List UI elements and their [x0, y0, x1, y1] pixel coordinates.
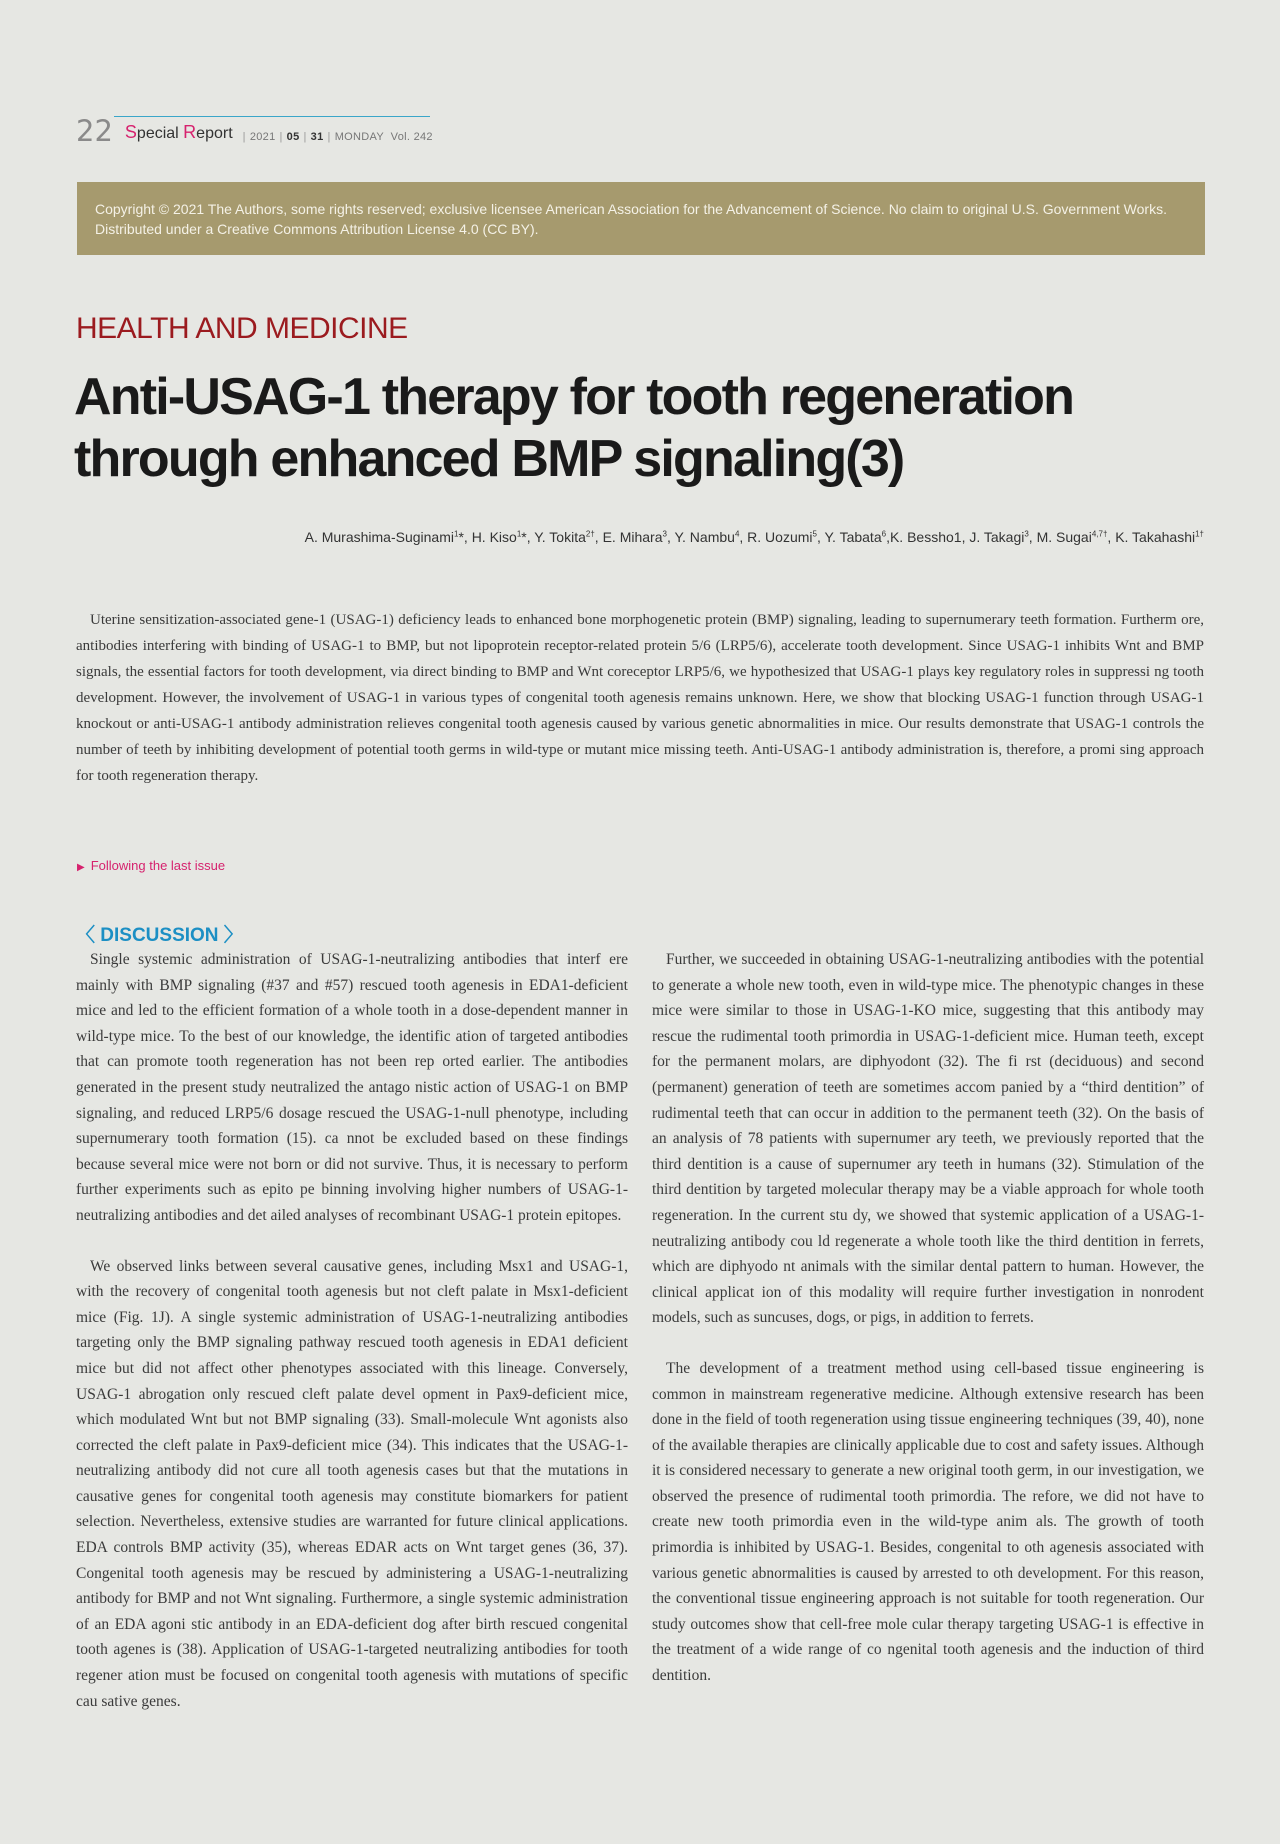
triangle-right-icon: ▶ — [77, 862, 85, 873]
author-separator: *, — [521, 529, 535, 545]
issue-meta: | 2021 | 05 | 31 | MONDAY Vol. 242 — [242, 131, 433, 143]
author-name: Y. Tabata — [824, 529, 882, 545]
author-list — [305, 529, 1204, 545]
discussion-heading: 〈 DISCUSSION 〉 — [76, 925, 243, 946]
author-affiliation: 3 — [662, 529, 667, 539]
author-separator: , — [594, 529, 603, 545]
paragraph: Single systemic administration of USAG-1-neutralizing antibodies that interf ere mainly with BMP signaling (#37 and #57) rescued tooth agenesis in EDA1-deficient mice and led to the efficient formation of a whole tooth in a dose-dependent manner in wild-type mice. To the best of our knowledge, the identific ation of targeted antibodies that can promote tooth regeneration has not been rep orted earlier. The antibodies generated in the present study neutralized the antago nistic action of USAG-1 on BMP signaling, and reduced LRP5/6 dosage rescued the USAG-1-null phenotype, including supernumerary tooth formation (15). ca nnot be excluded based on these findings because several mice were not born or did not survive. Thus, it is necessary to perform further experiments such as epito pe binning involving higher numbers of USAG-1-neutralizing antibodies and det ailed analyses of recombinant USAG-1 protein epitopes. — [76, 951, 628, 1224]
author-separator: , — [1107, 529, 1116, 545]
issue-year: 2021 — [249, 131, 276, 143]
author-affiliation: 3 — [1024, 529, 1029, 539]
author-separator: , — [816, 529, 825, 545]
author-affiliation: 2† — [585, 529, 595, 539]
paragraph: The development of a treatment method using cell-based tissue engineering is common in mainstream regenerative medicine. Although extensive research has been done in the field of tooth regeneration using tissue engineering techniques (39, 40), none of the available therapies are clinically applicable due to cost and safety issues. Although it is considered necessary to generate a new original tooth germ, in our investigation, we observed the presence of rudimental tooth primordia. The refore, we did not have to create new tooth primordia even in the wild-type anim als. The growth of tooth primordia is inhibited by USAG-1. Besides, congenital to oth agenesis associated with various genetic abnormalities is caused by arrested to oth development. For this reason, the conventional tissue engineering approach is not suitable for tooth regeneration. Our study outcomes show that cell-free mole cular therapy targeting USAG-1 is effective in the treatment of a wide range of co ngenital tooth agenesis and the induction of third dentition. — [652, 1359, 1204, 1685]
abstract: Uterine sensitization-associated gene-1 (USAG-1) deficiency leads to enhanced bone morphogenetic protein (BMP) signaling, leading to supernumerary teeth formation. Furtherm ore, antibodies interfering with binding of USAG-1 to BMP, but not lipoprotein receptor-related protein 5/6 (LRP5/6), accelerate tooth development. Since USAG-1 inhibits Wnt and BMP signals, the essential factors for tooth development, via direct binding to BMP and Wnt coreceptor LRP5/6, we hypothesized that USAG-1 plays key regulatory roles in suppressi ng tooth development. However, the involvement of USAG-1 in various types of congenital tooth agenesis remains unknown. Here, we show that blocking USAG-1 function through USAG-1 knockout or anti-USAG-1 antibody administration relieves congenital tooth agenesis caused by various genetic abnormalities in mice. Our results demonstrate that USAG-1 controls the number of teeth by inhibiting development of potential tooth germs in wild-type or mutant mice missing teeth. Anti-USAG-1 antibody administration is, therefore, a promi sing approach for tooth regeneration therapy. — [76, 612, 1204, 784]
author-separator: , — [666, 529, 675, 545]
following-link[interactable]: ▶ Following the last issue — [77, 858, 226, 873]
issue-day: 31 — [310, 131, 324, 143]
author-separator: , — [1028, 529, 1037, 545]
copyright-box: Copyright © 2021 The Authors, some rights reserved; exclusive licensee American Association for the Advancement of Science. No claim to original U.S. Government Works. Distributed under a Creative Commons Attribution License 4.0 (CC BY). — [77, 182, 1205, 255]
left-column — [76, 947, 628, 1739]
author-separator: , — [961, 529, 970, 545]
author-affiliation: 1† — [1195, 529, 1204, 539]
author-separator: , — [739, 529, 748, 545]
brand-special-report: Special Report — [124, 122, 233, 142]
right-column — [652, 947, 1204, 1714]
author-name: K. Takahashi — [1115, 529, 1196, 545]
author-name: H. Kiso — [471, 529, 517, 545]
author-separator: *, — [458, 529, 472, 545]
author-name: E. Mihara — [602, 529, 663, 545]
section-label: HEALTH AND MEDICINE — [76, 312, 408, 345]
issue-volume: Vol. 242 — [390, 131, 433, 143]
author-name: K. Bessho1 — [889, 529, 962, 545]
author-name: Y. Nambu — [674, 529, 735, 545]
author-affiliation: 4 — [734, 529, 740, 539]
page-number: 22 — [76, 114, 113, 148]
author-name: A. Murashima-Suginami — [304, 529, 454, 545]
author-affiliation: 1 — [516, 529, 522, 539]
paragraph: Further, we succeeded in obtaining USAG-1-neutralizing antibodies with the potential to generate a whole new tooth, even in wild-type mice. The phenotypic changes in these mice were similar to those in USAG-1-KO mice, suggesting that this antibody may rescue the rudimental tooth primordia in USAG-1-deficient mice. Human teeth, except for the permanent molars, are diphyodont (32). The fi rst (deciduous) and second (permanent) generation of teeth are sometimes accom panied by a “third dentition” of rudimental teeth that can occur in addition to the permanent teeth (32). On the basis of an analysis of 78 patients with supernumer ary teeth, we previously reported that the third dentition is a cause of supernumer ary teeth in humans (32). Stimulation of the third dentition by targeted molecular therapy may be a viable approach for whole tooth regeneration. In the current stu dy, we showed that systemic application of a USAG-1-neutralizing antibody cou ld regenerate a whole tooth like the third dentition in ferrets, which are diphyodo nt animals with the similar dental pattern to human. However, the clinical applicat ion of this modality will require further investigation in nonrodent models, such as suncuses, dogs, or pigs, in addition to ferrets. — [652, 951, 1204, 1327]
author-name: R. Uozumi — [747, 529, 813, 545]
article-title: Anti-USAG-1 therapy for tooth regeneration through enhanced BMP signaling(3) — [74, 368, 1074, 488]
author-affiliation: 4,7† — [1091, 529, 1108, 539]
author-affiliation: 6 — [881, 529, 887, 539]
issue-month: 05 — [286, 131, 300, 143]
author-affiliation: 5 — [812, 529, 817, 539]
page-header — [76, 110, 433, 146]
author-name: Y. Tokita — [534, 529, 586, 545]
author-name: M. Sugai — [1036, 529, 1092, 545]
author-affiliation: 1 — [454, 529, 459, 539]
author-separator: , — [886, 529, 890, 545]
paragraph: We observed links between several causative genes, including Msx1 and USAG-1, with the recovery of congenital tooth agenesis but not cleft palate in Msx1-deficient mice (Fig. 1J). A single systemic administration of USAG-1-neutralizing antibodies targeting only the BMP signaling pathway rescued tooth agenesis in EDA1 deficient mice but did not affect other phenotypes associated with this lineage. Conversely, USAG-1 abrogation only rescued cleft palate devel opment in Pax9-deficient mice, which modulated Wnt but not BMP signaling (33). Small-molecule Wnt agonists also corrected the cleft palate in Pax9-deficient mice (34). This indicates that the USAG-1-neutralizing antibody did not cure all tooth agenesis cases but that the mutations in causative genes for congenital tooth agenesis may constitute biomarkers for patient selection. Nevertheless, extensive studies are warranted for future clinical applications. EDA controls BMP activity (35), whereas EDAR acts on Wnt target genes (36, 37). Congenital tooth agenesis may be rescued by administering a USAG-1-neutralizing antibody for BMP and not Wnt signaling. Furthermore, a single systemic administration of an EDA agoni stic antibody in an EDA-deficient dog after birth rescued congenital tooth agenes is (38). Application of USAG-1-targeted neutralizing antibodies for tooth regener ation must be focused on congenital tooth agenesis with mutations of specific cau sative genes. — [76, 1257, 628, 1710]
author-name: J. Takagi — [969, 529, 1025, 545]
issue-weekday: MONDAY — [334, 131, 384, 143]
